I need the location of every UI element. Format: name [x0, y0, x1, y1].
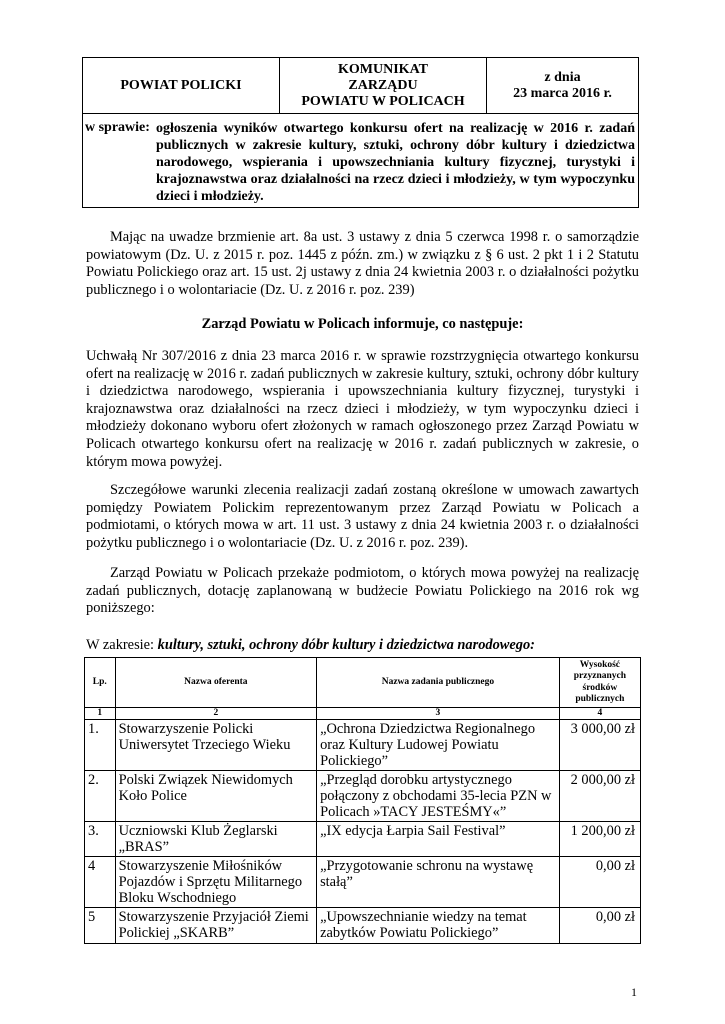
header-title: KOMUNIKAT ZARZĄDU POWIATU W POLICACH [280, 58, 487, 114]
page-number: 1 [631, 985, 637, 999]
table-row [85, 908, 641, 944]
subject-lead: w sprawie: [85, 120, 150, 135]
table-row [85, 822, 641, 857]
row-lp: 5 [85, 908, 116, 944]
header-subject [83, 114, 639, 208]
row-task: „IX edycja Łarpia Sail Festival” [317, 822, 560, 857]
header-date: z dnia 23 marca 2016 r. [487, 58, 639, 114]
section-heading: Zarząd Powiatu w Policach informuje, co następuje: [201, 316, 524, 332]
col-number: 1 [85, 708, 116, 720]
grant-paragraph: Zarząd Powiatu w Policach przekaże podmiotom, o których mowa powyżej na realizację zadań publicznych, dotację zaplanowaną w budżecie Powiatu Polickiego na 2016 rok wg poniższego: [86, 565, 639, 617]
header-task: Nazwa zadania publicznego [317, 658, 560, 708]
row-lp: 2. [85, 771, 116, 822]
col-number: 2 [115, 708, 316, 720]
row-organization: Uczniowski Klub Żeglarski „BRAS” [115, 822, 316, 857]
row-organization: Polski Związek Niewidomych Koło Police [115, 771, 316, 822]
preamble-paragraph: Mając na uwadze brzmienie art. 8a ust. 3 ustawy z dnia 5 czerwca 1998 r. o samorządzie powiatowym (Dz. U. z 2015 r. poz. 1445 z późn. zm.) w związku z § 6 ust. 2 pkt 1 i 2 Statutu Powiatu Polickiego oraz art. 15 ust. 2j ustawy z dnia 24 kwietnia 2003 r. o działalności pożytku publicznego i o wolontariacie (Dz. U. z 2016 r. poz. 239) [86, 229, 639, 298]
col-number: 3 [317, 708, 560, 720]
conditions-paragraph: Szczegółowe warunki zlecenia realizacji zadań zostaną określone w umowach zawartych pomiędzy Powiatem Polickim reprezentowanym przez Zarząd Powiatu w Policach a podmiotami, o których mowa w art. 11 ust. 3 ustawy z dnia 24 kwietnia 2003 r. o działalności pożytku publicznego i o wolontariacie (Dz. U. z 2016 r. poz. 239). [86, 482, 639, 551]
decision-paragraph: Uchwałą Nr 307/2016 z dnia 23 marca 2016 r. w sprawie rozstrzygnięcia otwartego konkursu ofert na realizację w 2016 r. zadań publicznych w zakresie kultury, sztuki, ochrony dóbr kultury i dziedzictwa narodowego, wspierania i upowszechniania kultury fizycznej, turystyki i krajoznawstwa oraz działalności na rzecz dzieci i młodzieży, w tym wypoczynku dzieci i młodzieży dokonano wyboru ofert złożonych w ramach ogłoszonego przez Zarząd Powiatu w Policach otwartego konkursu ofert na realizację w 2016 r. zadań publicznych w zakresie, o którym mowa powyżej. [86, 348, 639, 470]
row-task: „Przegląd dorobku artystycznego połączony z obchodami 35-lecia PZN w Policach »TACY JESTEŚMY«” [317, 771, 560, 822]
row-task: „Ochrona Dziedzictwa Regionalnego oraz Kultury Ludowej Powiatu Polickiego” [317, 720, 560, 771]
row-amount: 3 000,00 zł [559, 720, 640, 771]
row-task: „Przygotowanie schronu na wystawę stałą” [317, 857, 560, 908]
row-amount: 0,00 zł [559, 857, 640, 908]
table-row [85, 857, 641, 908]
table-row [85, 720, 641, 771]
row-organization: Stowarzyszenie Policki Uniwersytet Trzeciego Wieku [115, 720, 316, 771]
grant-table [84, 657, 641, 944]
subject-text: ogłoszenia wyników otwartego konkursu ofert na realizację w 2016 r. zadań publicznych w zakresie kultury, sztuki, ochrony dóbr kultury i dziedzictwa narodowego, wspierania i upowszechniania kultury fizycznej, turystyki i krajoznawstwa oraz działalności na rzecz dzieci i młodzieży, w tym wypoczynku dzieci i młodzieży. [155, 121, 635, 204]
scope-label: W zakresie: [86, 637, 155, 653]
row-lp: 3. [85, 822, 116, 857]
header-lp: Lp. [85, 658, 116, 708]
header-county: POWIAT POLICKI [83, 58, 280, 114]
row-task: „Upowszechnianie wiedzy na temat zabytków Powiatu Polickiego” [317, 908, 560, 944]
row-organization: Stowarzyszenie Przyjaciół Ziemi Polickiej „SKARB” [115, 908, 316, 944]
header-organization: Nazwa oferenta [115, 658, 316, 708]
row-amount: 2 000,00 zł [559, 771, 640, 822]
scope-line [86, 637, 535, 654]
row-organization: Stowarzyszenie Miłośników Pojazdów i Sprzętu Militarnego Bloku Wschodniego [115, 857, 316, 908]
row-amount: 1 200,00 zł [559, 822, 640, 857]
scope-value: kultury, sztuki, ochrony dóbr kultury i dziedzictwa narodowego: [157, 637, 535, 653]
header-table [82, 57, 639, 208]
row-amount: 0,00 zł [559, 908, 640, 944]
col-number: 4 [559, 708, 640, 720]
table-row [85, 771, 641, 822]
row-lp: 1. [85, 720, 116, 771]
row-lp: 4 [85, 857, 116, 908]
header-amount: Wysokość przyznanych środków publicznych [559, 658, 640, 708]
